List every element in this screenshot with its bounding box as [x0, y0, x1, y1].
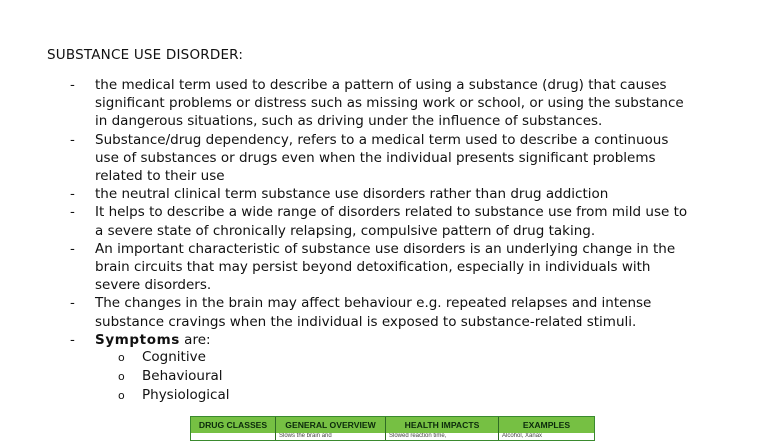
bullet-line: Substance/drug dependency, refers to a medical term used to describe a continuous — [95, 131, 669, 148]
list-item — [0, 185, 784, 203]
bullet-line: related to their use — [95, 168, 225, 185]
table-row — [191, 433, 594, 441]
column-header: EXAMPLES — [522, 420, 571, 430]
symptom-label: Physiological — [142, 387, 230, 403]
bullet-dash: - — [70, 295, 75, 312]
bullet-line: the medical term used to describe a pattern of using a substance (drug) that causes — [95, 77, 667, 93]
bullet-dash: - — [70, 77, 75, 93]
bullet-line: brain circuits that may persist beyond detoxification, especially in individuals with — [95, 259, 651, 276]
table-header-row — [191, 417, 594, 433]
drug-classes-table — [190, 416, 595, 441]
bullet-line: in dangerous situations, such as driving under the influence of substances. — [95, 113, 603, 130]
circle-bullet-icon: o — [118, 351, 125, 364]
table-cell — [191, 433, 276, 441]
table-cell: Slows the brain and — [276, 433, 386, 441]
circle-bullet-icon: o — [118, 370, 125, 383]
bullet-dash: - — [70, 331, 75, 348]
list-item — [0, 131, 784, 186]
definition-list — [0, 76, 784, 349]
symptom-label: Cognitive — [142, 349, 206, 365]
bullet-line: An important characteristic of substance use disorders is an underlying change in the — [95, 240, 676, 257]
section-heading: SUBSTANCE USE DISORDER: — [47, 47, 244, 63]
list-item — [0, 367, 230, 386]
list-item — [0, 348, 230, 367]
bullet-line: It helps to describe a wide range of disorders related to substance use from mild use to — [95, 204, 688, 221]
bullet-line: use of substances or drugs even when the individual presents significant problems — [95, 149, 656, 166]
list-item — [0, 240, 784, 295]
symptoms-item — [0, 331, 784, 349]
symptoms-list — [0, 348, 230, 405]
list-item — [0, 386, 230, 405]
list-item — [0, 294, 784, 330]
bullet-dash: - — [70, 240, 75, 257]
list-item — [0, 76, 784, 131]
table-cell: Slowed reaction time, — [386, 433, 499, 441]
column-header: GENERAL OVERVIEW — [276, 417, 386, 433]
table-cell: Alcohol, Xanax — [502, 433, 543, 439]
bullet-line: a severe state of chronically relapsing, compulsive pattern of drug taking. — [95, 222, 596, 239]
symptoms-line — [95, 331, 744, 349]
list-item — [0, 203, 784, 239]
bullet-dash: - — [70, 131, 75, 148]
bullet-line: The changes in the brain may affect behaviour e.g. repeated relapses and intense — [95, 295, 652, 312]
bullet-line: substance cravings when the individual is exposed to substance-related stimuli. — [95, 313, 637, 330]
bullet-line: significant problems or distress such as missing work or school, or using the substance — [95, 95, 684, 112]
bullet-line: the neutral clinical term substance use disorders rather than drug addiction — [95, 186, 609, 203]
bullet-dash: - — [70, 204, 75, 221]
symptom-label: Behavioural — [142, 368, 223, 384]
column-header: DRUG CLASSES — [191, 417, 276, 433]
column-header: HEALTH IMPACTS — [386, 417, 499, 433]
symptoms-suffix: are: — [179, 331, 211, 348]
circle-bullet-icon: o — [118, 389, 125, 402]
bullet-dash: - — [70, 186, 75, 203]
bullet-line: severe disorders. — [95, 277, 212, 294]
symptoms-label: Symptoms — [95, 331, 180, 348]
